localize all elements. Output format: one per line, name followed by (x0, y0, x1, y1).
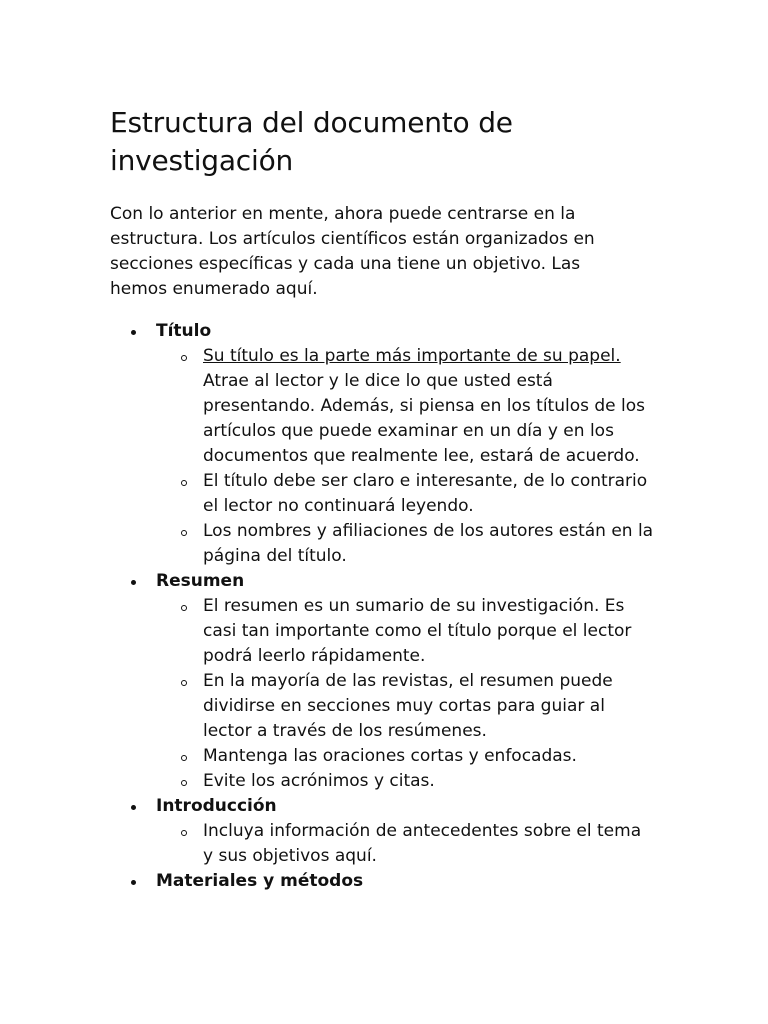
list-item-text: En la mayoría de las revistas, el resumen puede dividirse en secciones muy cortas para guiar al lector a través de los resúmenes. (203, 671, 613, 741)
circle-bullet-icon (181, 780, 187, 786)
section-item-materiales-y-metodos (110, 869, 670, 894)
bullet-icon (131, 580, 136, 585)
circle-bullet-icon (181, 830, 187, 836)
list-item (156, 344, 655, 469)
list-item-text: Atrae al lector y le dice lo que usted está presentando. Además, si piensa en los títulos de los artículos que puede examinar en un día y en los documentos que realmente lee, estará de acuerdo. (203, 371, 646, 466)
circle-bullet-icon (181, 605, 187, 611)
list-item (156, 769, 655, 794)
circle-bullet-icon (181, 680, 187, 686)
section-title: Título (156, 321, 212, 341)
section-item-introduccion (110, 794, 670, 869)
circle-bullet-icon (181, 480, 187, 486)
bullet-icon (131, 330, 136, 335)
sub-list (156, 594, 670, 794)
section-list (110, 319, 670, 894)
bullet-icon (131, 805, 136, 810)
sub-list (156, 819, 670, 869)
list-item (156, 669, 655, 744)
list-item-text: El título debe ser claro e interesante, de lo contrario el lector no continuará leyendo. (203, 471, 648, 516)
circle-bullet-icon (181, 755, 187, 761)
section-title: Materiales y métodos (156, 871, 364, 891)
section-title: Introducción (156, 796, 277, 816)
list-item-text: El resumen es un sumario de su investigación. Es casi tan importante como el título porque el lector podrá leerlo rápidamente. (203, 596, 632, 666)
title-importance-link[interactable]: Su título es la parte más importante de su papel. (203, 346, 621, 366)
intro-paragraph: Con lo anterior en mente, ahora puede centrarse en la estructura. Los artículos científicos están organizados en secciones específicas y cada una tiene un objetivo. Las hemos enumerado aquí. (110, 204, 595, 299)
list-item (156, 469, 655, 519)
page-title: Estructura del documento de investigación (110, 106, 513, 177)
section-item-titulo (110, 319, 670, 569)
list-item-text: Los nombres y afiliaciones de los autores están en la página del título. (203, 521, 654, 566)
list-item (156, 744, 655, 769)
section-item-resumen (110, 569, 670, 794)
sub-list (156, 344, 670, 569)
list-item (156, 819, 655, 869)
list-item-text: Mantenga las oraciones cortas y enfocadas. (203, 746, 577, 766)
circle-bullet-icon (181, 355, 187, 361)
list-item (156, 594, 655, 669)
list-item-text: Evite los acrónimos y citas. (203, 771, 435, 791)
circle-bullet-icon (181, 530, 187, 536)
list-item (156, 519, 655, 569)
list-item-text: Incluya información de antecedentes sobre el tema y sus objetivos aquí. (203, 821, 642, 866)
section-title: Resumen (156, 571, 245, 591)
document-content (110, 104, 670, 894)
bullet-icon (131, 880, 136, 885)
